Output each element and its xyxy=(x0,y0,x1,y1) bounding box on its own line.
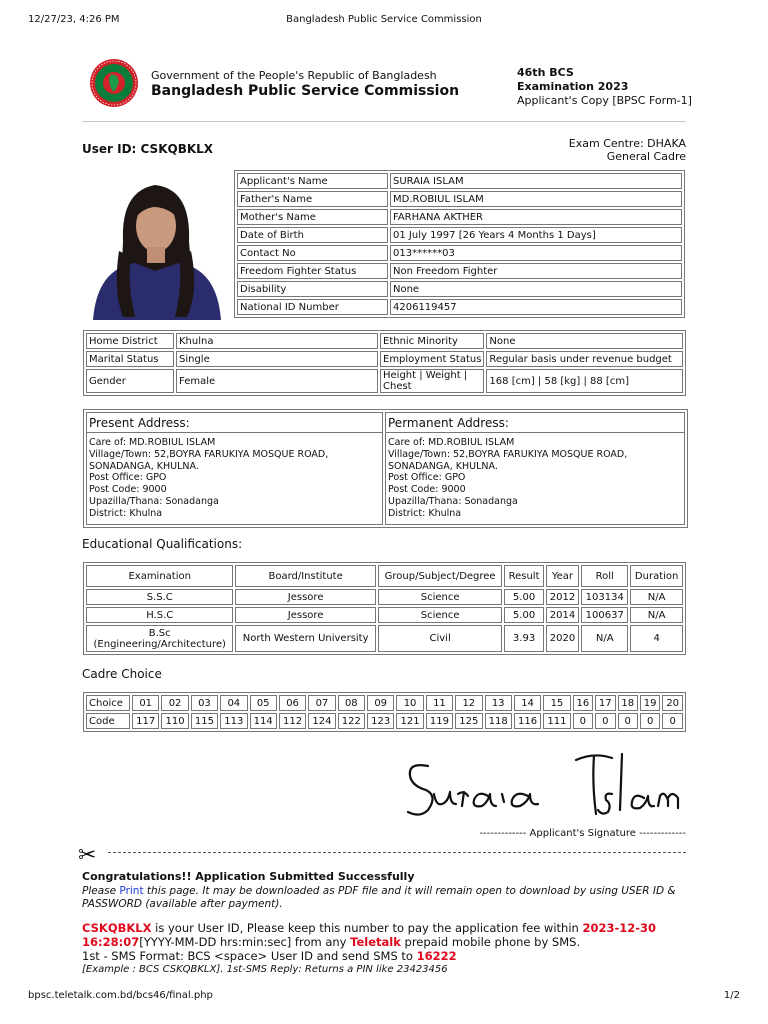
present-address-body xyxy=(87,433,382,520)
choice-label: Choice xyxy=(86,695,130,711)
choice-cell: 02 xyxy=(161,695,188,711)
print-url: bpsc.teletalk.com.bd/bcs46/final.php xyxy=(28,990,213,1001)
print-title: Bangladesh Public Service Commission xyxy=(286,14,482,25)
personal-field-value: FARHANA AKTHER xyxy=(390,209,682,225)
table-header-row xyxy=(86,565,683,587)
choice-cell: 08 xyxy=(338,695,365,711)
column-header: Group/Subject/Degree xyxy=(378,565,503,587)
cell-text: Civil xyxy=(429,633,451,644)
table-row xyxy=(86,369,683,393)
print-datetime: 12/27/23, 4:26 PM xyxy=(28,14,120,25)
hwc-label-line2: Chest xyxy=(383,381,412,392)
home-district-label: Home District xyxy=(86,333,174,349)
cell-text: Jessore xyxy=(287,609,324,621)
table-row xyxy=(237,173,682,189)
code-cell: 115 xyxy=(191,713,218,729)
education-table xyxy=(83,562,686,655)
cell-text: 100637 xyxy=(585,609,624,621)
table-cell xyxy=(630,625,683,652)
choice-cell: 12 xyxy=(455,695,482,711)
choice-cell: 15 xyxy=(543,695,570,711)
education-title: Educational Qualifications: xyxy=(82,537,243,551)
please-text-rest: this page. It may be downloaded as PDF file and it will remain open to download by using USER ID & PASSWORD (available after payment). xyxy=(82,885,676,910)
cell-text: N/A xyxy=(647,591,666,603)
user-id-highlight: CSKQBKLX xyxy=(82,921,152,935)
personal-field-value: None xyxy=(390,281,682,297)
personal-field-value: MD.ROBIUL ISLAM xyxy=(390,191,682,207)
code-cell: 116 xyxy=(514,713,541,729)
personal-info-table xyxy=(234,170,685,318)
choice-cell: 13 xyxy=(485,695,512,711)
personal-field-value: 013******03 xyxy=(390,245,682,261)
applicant-photo xyxy=(83,171,228,320)
column-header: Examination xyxy=(86,565,233,587)
scissors-icon: ✂ xyxy=(78,843,97,868)
table-row xyxy=(86,351,683,367)
code-cell: 117 xyxy=(132,713,159,729)
code-cell: 124 xyxy=(308,713,335,729)
table-cell xyxy=(546,607,580,623)
print-page-number: 1/2 xyxy=(723,990,740,1001)
personal-field-value: SURAIA ISLAM xyxy=(390,173,682,189)
choice-cell: 16 xyxy=(573,695,593,711)
choice-cell: 10 xyxy=(396,695,423,711)
please-text: Please xyxy=(82,885,120,897)
code-cell: 113 xyxy=(220,713,247,729)
exam-name: 46th BCS xyxy=(517,66,574,79)
address-line: Upazilla/Thana: Sonadanga xyxy=(388,495,518,507)
marital-status-label: Marital Status xyxy=(86,351,174,367)
choice-cell: 05 xyxy=(250,695,277,711)
address-line: District: Khulna xyxy=(89,507,163,519)
personal-field-label: Contact No xyxy=(237,245,388,261)
cell-text: Jessore xyxy=(287,591,324,603)
cell-text: 5.00 xyxy=(512,591,536,603)
table-row xyxy=(237,299,682,315)
address-line: Post Office: GPO xyxy=(89,472,167,484)
address-line: Post Code: 9000 xyxy=(89,484,167,496)
success-message: Congratulations!! Application Submitted Successfully xyxy=(82,870,415,883)
exam-centre xyxy=(569,137,686,163)
table-row xyxy=(237,245,682,261)
cadre-choice-table xyxy=(83,692,686,732)
cell-text: N/A xyxy=(647,609,666,621)
cell-text: S.S.C xyxy=(146,591,173,603)
code-cell: 122 xyxy=(338,713,365,729)
payment-text: is your User ID, Please keep this number to pay the application fee within xyxy=(151,921,583,935)
home-district-value: Khulna xyxy=(176,333,378,349)
cell-subtext: (Engineering/Architecture) xyxy=(93,638,226,650)
choice-cell: 06 xyxy=(279,695,306,711)
code-cell: 125 xyxy=(455,713,482,729)
gender-label: Gender xyxy=(86,369,174,393)
cell-text: 4 xyxy=(653,633,660,644)
deadline-time: 16:28:07 xyxy=(82,935,140,949)
height-weight-chest-label xyxy=(380,369,484,393)
ethnic-minority-value: None xyxy=(486,333,683,349)
address-line: Post Code: 9000 xyxy=(388,484,466,496)
payment-text-3: prepaid mobile phone by SMS. xyxy=(400,935,581,949)
code-cell: 119 xyxy=(426,713,453,729)
personal-field-label: Mother's Name xyxy=(237,209,388,225)
permanent-address-title: Permanent Address: xyxy=(386,413,684,433)
cadre-code-row xyxy=(86,713,683,729)
permanent-address xyxy=(385,412,685,525)
print-link[interactable]: Print xyxy=(119,885,144,897)
column-header: Duration xyxy=(630,565,683,587)
column-header: Year xyxy=(546,565,580,587)
exam-centre-label: Exam Centre: DHAKA xyxy=(568,137,686,150)
code-cell: 0 xyxy=(618,713,638,729)
address-line: Post Office: GPO xyxy=(388,472,466,484)
choice-cell: 17 xyxy=(595,695,615,711)
table-cell xyxy=(581,625,628,652)
choice-cell: 03 xyxy=(191,695,218,711)
code-cell: 123 xyxy=(367,713,394,729)
table-cell xyxy=(504,607,543,623)
code-cell: 0 xyxy=(573,713,593,729)
cell-text: 2012 xyxy=(549,591,576,603)
sms-example: [Example : BCS CSKQBKLX]. 1st-SMS Reply: Returns a PIN like 23423456 xyxy=(82,964,448,975)
column-header: Board/Institute xyxy=(235,565,375,587)
cadre-type: General Cadre xyxy=(606,150,686,163)
organization-title: Bangladesh Public Service Commission xyxy=(151,83,460,99)
cell-text: 103134 xyxy=(585,591,624,603)
personal-field-label: Date of Birth xyxy=(237,227,388,243)
table-cell xyxy=(235,607,375,623)
cadre-choice-row xyxy=(86,695,683,711)
address-line: Village/Town: 52,BOYRA FARUKIYA MOSQUE ROAD, xyxy=(89,448,329,460)
personal-field-value: 4206119457 xyxy=(390,299,682,315)
payment-instructions xyxy=(82,921,687,963)
personal-field-label: Disability xyxy=(237,281,388,297)
teletalk-highlight: Teletalk xyxy=(350,935,401,949)
table-cell xyxy=(378,607,503,623)
table-row xyxy=(237,263,682,279)
choice-cell: 11 xyxy=(426,695,453,711)
cell-text: 5.00 xyxy=(512,609,536,621)
cell-text: 3.93 xyxy=(512,633,536,644)
personal-field-label: Freedom Fighter Status xyxy=(237,263,388,279)
address-line: Upazilla/Thana: Sonadanga xyxy=(89,495,219,507)
code-cell: 0 xyxy=(595,713,615,729)
personal-field-value: 01 July 1997 [26 Years 4 Months 1 Days] xyxy=(390,227,682,243)
cell-text: H.S.C xyxy=(146,609,174,621)
copy-type: Applicant's Copy [BPSC Form-1] xyxy=(517,94,692,107)
code-cell: 111 xyxy=(543,713,570,729)
table-row xyxy=(86,589,683,605)
code-cell: 0 xyxy=(662,713,683,729)
height-weight-chest-value: 168 [cm] | 58 [kg] | 88 [cm] xyxy=(486,369,683,393)
table-cell xyxy=(235,625,375,652)
bpsc-logo xyxy=(89,58,139,108)
code-cell: 110 xyxy=(161,713,188,729)
address-line: Village/Town: 52,BOYRA FARUKIYA MOSQUE ROAD, xyxy=(388,448,628,460)
payment-text-2: [YYYY-MM-DD hrs:min:sec] from any xyxy=(139,935,351,949)
table-cell xyxy=(630,589,683,605)
header-divider xyxy=(82,121,686,122)
table-cell xyxy=(86,607,233,623)
ethnic-minority-label: Ethnic Minority xyxy=(380,333,484,349)
address-line: District: Khulna xyxy=(388,507,462,519)
choice-cell: 09 xyxy=(367,695,394,711)
cell-text: N/A xyxy=(595,633,614,644)
table-row xyxy=(86,607,683,623)
choice-cell: 18 xyxy=(618,695,638,711)
table-cell xyxy=(546,589,580,605)
user-id: User ID: CSKQBKLX xyxy=(82,142,214,156)
table-row xyxy=(237,281,682,297)
table-row xyxy=(237,191,682,207)
table-cell xyxy=(504,625,543,652)
employment-status-value: Regular basis under revenue budget xyxy=(486,351,683,367)
column-header: Result xyxy=(504,565,543,587)
permanent-address-body xyxy=(386,433,684,520)
cut-line xyxy=(108,852,686,853)
table-cell xyxy=(378,589,503,605)
marital-status-value: Single xyxy=(176,351,378,367)
table-cell xyxy=(378,625,503,652)
table-row xyxy=(86,333,683,349)
cadre-choice-title: Cadre Choice xyxy=(82,667,162,681)
choice-cell: 19 xyxy=(640,695,660,711)
signature-label: ------------- Applicant's Signature ------------- xyxy=(479,828,686,839)
table-cell xyxy=(86,589,233,605)
government-title: Government of the People's Republic of Bangladesh xyxy=(151,69,437,82)
address-line: Care of: MD.ROBIUL ISLAM xyxy=(388,437,515,448)
table-cell xyxy=(235,589,375,605)
code-cell: 114 xyxy=(250,713,277,729)
table-cell xyxy=(581,589,628,605)
cell-text: 2014 xyxy=(549,609,576,621)
table-cell xyxy=(581,607,628,623)
additional-info-table xyxy=(83,330,686,396)
exam-year: Examination 2023 xyxy=(517,80,629,93)
choice-cell: 20 xyxy=(662,695,683,711)
applicant-signature-image xyxy=(398,744,698,824)
cell-text: B.Sc xyxy=(148,627,171,639)
personal-field-label: National ID Number xyxy=(237,299,388,315)
code-cell: 112 xyxy=(279,713,306,729)
personal-field-value: Non Freedom Fighter xyxy=(390,263,682,279)
code-cell: 118 xyxy=(485,713,512,729)
address-line: SONADANGA, KHULNA. xyxy=(89,460,199,472)
cell-text: Science xyxy=(420,609,460,621)
address-line: Care of: MD.ROBIUL ISLAM xyxy=(89,437,216,448)
table-row xyxy=(86,625,683,652)
sms-format: 1st - SMS Format: BCS <space> User ID and send SMS to xyxy=(82,949,417,963)
table-cell xyxy=(504,589,543,605)
table-row xyxy=(237,209,682,225)
table-row xyxy=(237,227,682,243)
print-instructions xyxy=(82,885,687,911)
cell-text: North Western University xyxy=(242,633,369,644)
address-box xyxy=(83,409,688,528)
personal-field-label: Father's Name xyxy=(237,191,388,207)
personal-field-label: Applicant's Name xyxy=(237,173,388,189)
code-cell: 0 xyxy=(640,713,660,729)
cell-text: Science xyxy=(420,591,460,603)
choice-cell: 04 xyxy=(220,695,247,711)
address-line: SONADANGA, KHULNA. xyxy=(388,460,498,472)
code-label: Code xyxy=(86,713,130,729)
present-address-title: Present Address: xyxy=(87,413,382,433)
choice-cell: 14 xyxy=(514,695,541,711)
gender-value: Female xyxy=(176,369,378,393)
cell-text: 2020 xyxy=(549,633,576,644)
employment-status-label: Employment Status xyxy=(380,351,484,367)
code-cell: 121 xyxy=(396,713,423,729)
sms-number: 16222 xyxy=(416,949,457,963)
table-cell xyxy=(630,607,683,623)
present-address xyxy=(86,412,383,525)
hwc-label-line1: Height | Weight | xyxy=(383,370,468,381)
choice-cell: 07 xyxy=(308,695,335,711)
table-cell xyxy=(546,625,580,652)
column-header: Roll xyxy=(581,565,628,587)
choice-cell: 01 xyxy=(132,695,159,711)
deadline-date: 2023-12-30 xyxy=(582,921,657,935)
table-cell xyxy=(86,625,233,652)
